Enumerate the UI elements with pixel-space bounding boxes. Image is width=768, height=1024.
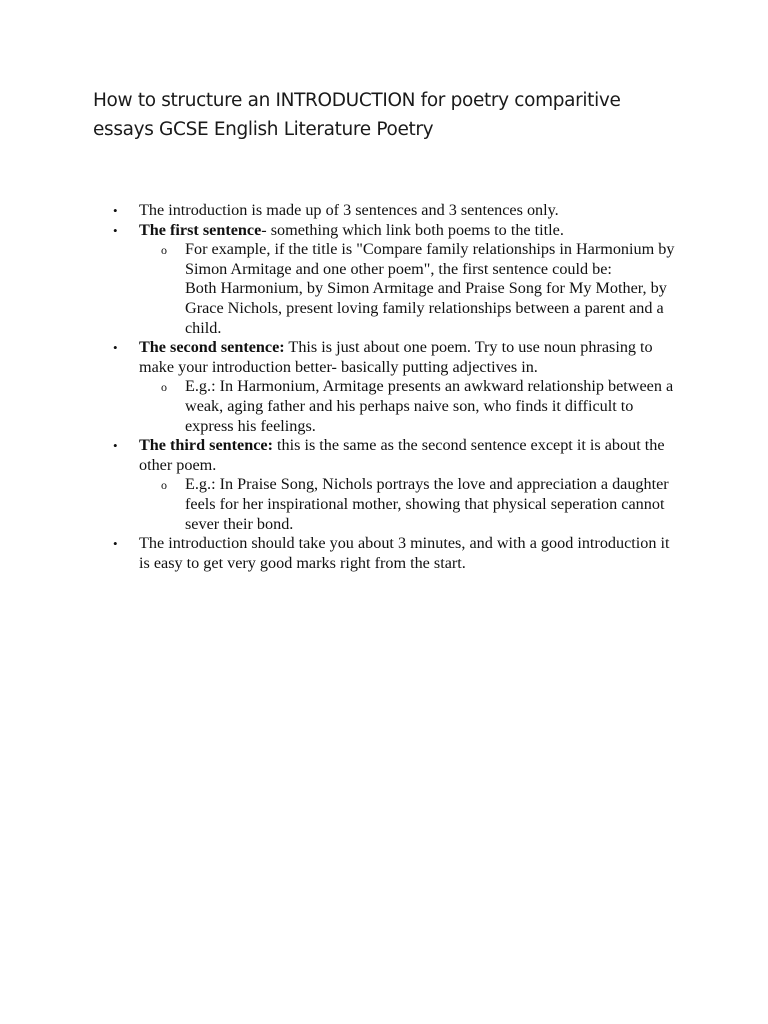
list-item-lead: The second sentence: [139,338,285,357]
list-item-timing [0,534,768,573]
bullet-icon: • [113,222,118,238]
sublist-item-text: E.g.: In Praise Song, Nichols portrays the love and appreciation a daughter feels for her inspirational mother, showing that physical seperation cannot sever their bond. [185,475,669,533]
list-item-text: The introduction is made up of 3 sentences and 3 sentences only. [139,201,559,219]
list-item-third-sentence [0,436,768,534]
circle-bullet-icon: o [161,243,167,258]
list-item-lead: The third sentence: [139,436,273,455]
third-sentence-sublist [139,475,678,534]
sublist-item-text: For example, if the title is "Compare family relationships in Harmonium by Simon Armitage and one other poem", the first sentence could be: [185,240,675,278]
first-sentence-sublist [139,240,678,338]
list-item-text: The introduction should take you about 3 minutes, and with a good introduction it is easy to get very good marks right from the start. [139,534,670,572]
list-item-first-sentence [0,221,768,339]
list-item-lead: The first sentence [139,220,262,239]
list-item-text: - something which link both poems to the title. [261,220,564,239]
bullet-icon: • [113,438,118,454]
bullet-icon: • [113,340,118,356]
list-item-second-sentence [0,338,768,436]
circle-bullet-icon: o [161,380,167,395]
list-item-sentence-count [0,201,768,221]
circle-bullet-icon: o [161,478,167,493]
title-line-2: essays GCSE English Literature Poetry [93,119,434,140]
sublist-item-third-example [139,475,678,534]
sublist-item-second-example [139,377,678,436]
bullet-icon: • [113,536,118,552]
list-item-text: this is the same as the second sentence except it is about the other poem. [139,436,665,474]
list-item-text: This is just about one poem. Try to use noun phrasing to make your introduction better- basically putting adjectives in. [139,338,653,376]
sublist-item-text: E.g.: In Harmonium, Armitage presents an awkward relationship between a weak, aging father and his perhaps naive son, who finds it difficult to express his feelings. [185,377,674,435]
sublist-item-first-example [139,240,678,338]
introduction-steps-list [0,201,768,573]
bullet-icon: • [113,203,118,218]
document-title [93,86,713,144]
example-sentence: Both Harmonium, by Simon Armitage and Praise Song for My Mother, by Grace Nichols, present loving family relationships between a parent and a child. [185,279,667,337]
title-line-1: How to structure an INTRODUCTION for poetry comparitive [93,90,621,111]
second-sentence-sublist [139,377,678,436]
